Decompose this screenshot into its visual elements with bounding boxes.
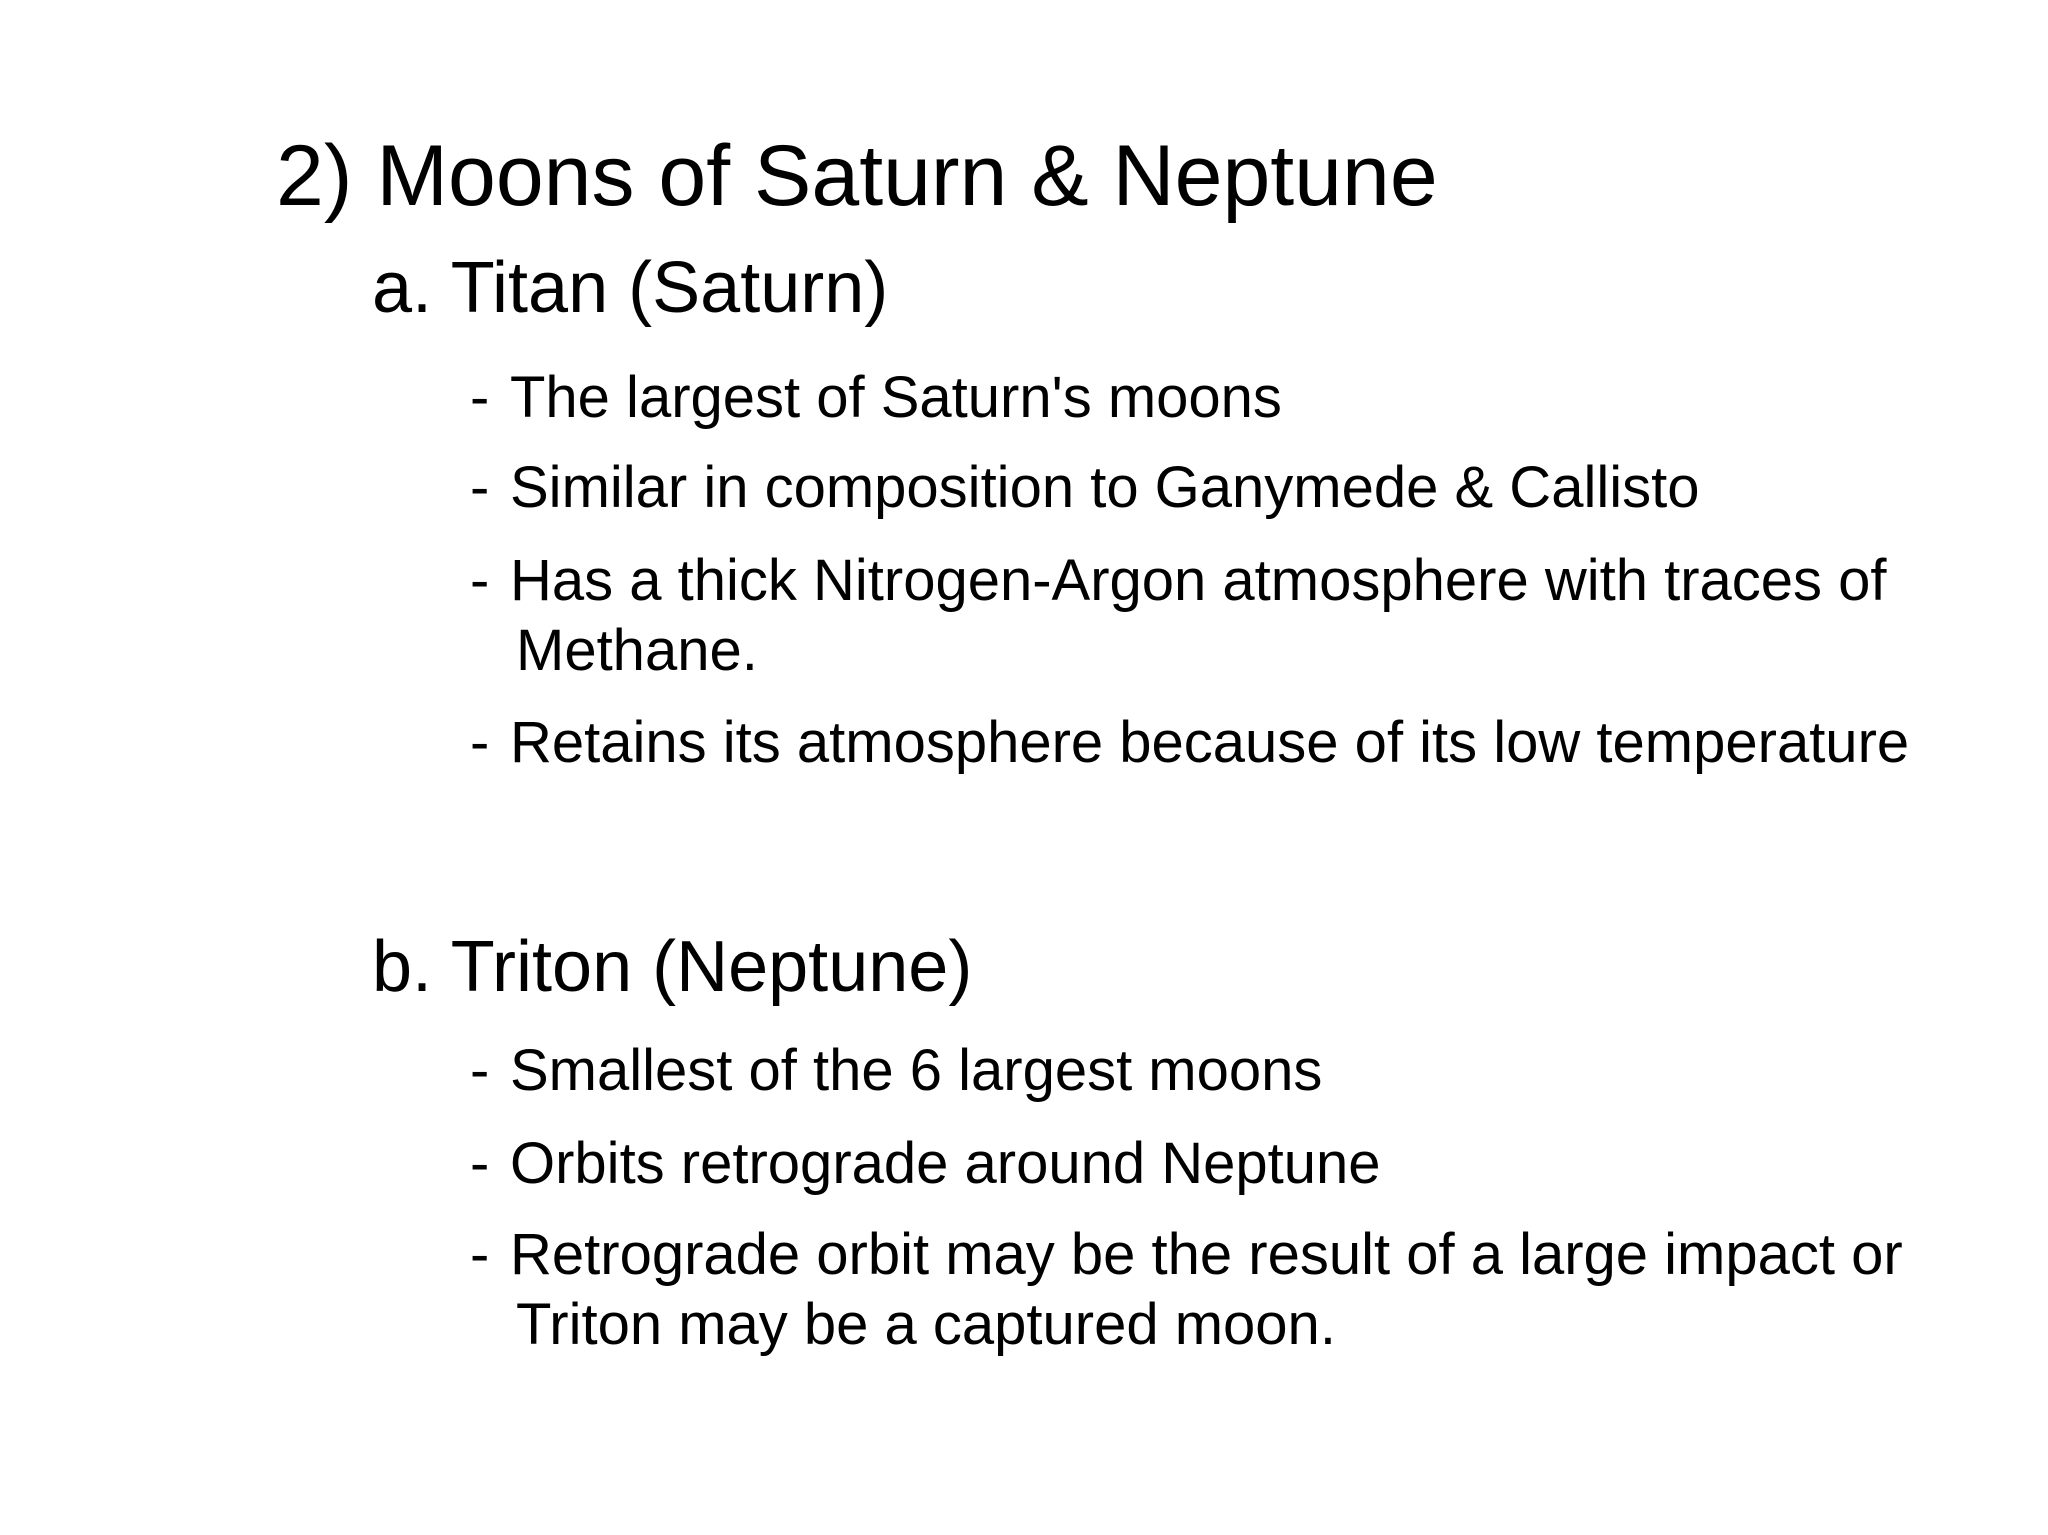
bullet-dash: - [470,548,490,613]
triton-bullet-3 [470,1220,1903,1360]
bullet-dash: - [470,1038,490,1103]
bullet-dash: - [470,455,490,520]
bullet-text: Similar in composition to Ganymede & Callisto [510,455,1700,520]
bullet-dash: - [470,1222,490,1287]
bullet-text: Retrograde orbit may be the result of a large impact or [510,1222,1903,1287]
bullet-text: The largest of Saturn's moons [510,365,1282,430]
bullet-text: Smallest of the 6 largest moons [510,1038,1323,1103]
bullet-text: Has a thick Nitrogen-Argon atmosphere with traces of [510,548,1887,613]
titan-bullet-4 [470,708,1909,778]
section-heading-titan: a. Titan (Saturn) [372,248,889,328]
bullet-dash: - [470,1131,490,1196]
bullet-text: Retains its atmosphere because of its low temperature [510,710,1910,775]
titan-bullet-1 [470,363,1282,433]
titan-bullet-3 [470,546,1887,686]
bullet-continuation: Methane. [516,618,758,683]
section-heading-triton: b. Triton (Neptune) [372,927,973,1007]
slide-title: 2) Moons of Saturn & Neptune [276,128,1438,224]
titan-bullet-2 [470,453,1699,523]
triton-bullet-2 [470,1129,1381,1199]
triton-bullet-1 [470,1036,1322,1106]
bullet-dash: - [470,365,490,430]
bullet-text: Orbits retrograde around Neptune [510,1131,1381,1196]
bullet-dash: - [470,710,490,775]
bullet-continuation: Triton may be a captured moon. [516,1292,1336,1357]
